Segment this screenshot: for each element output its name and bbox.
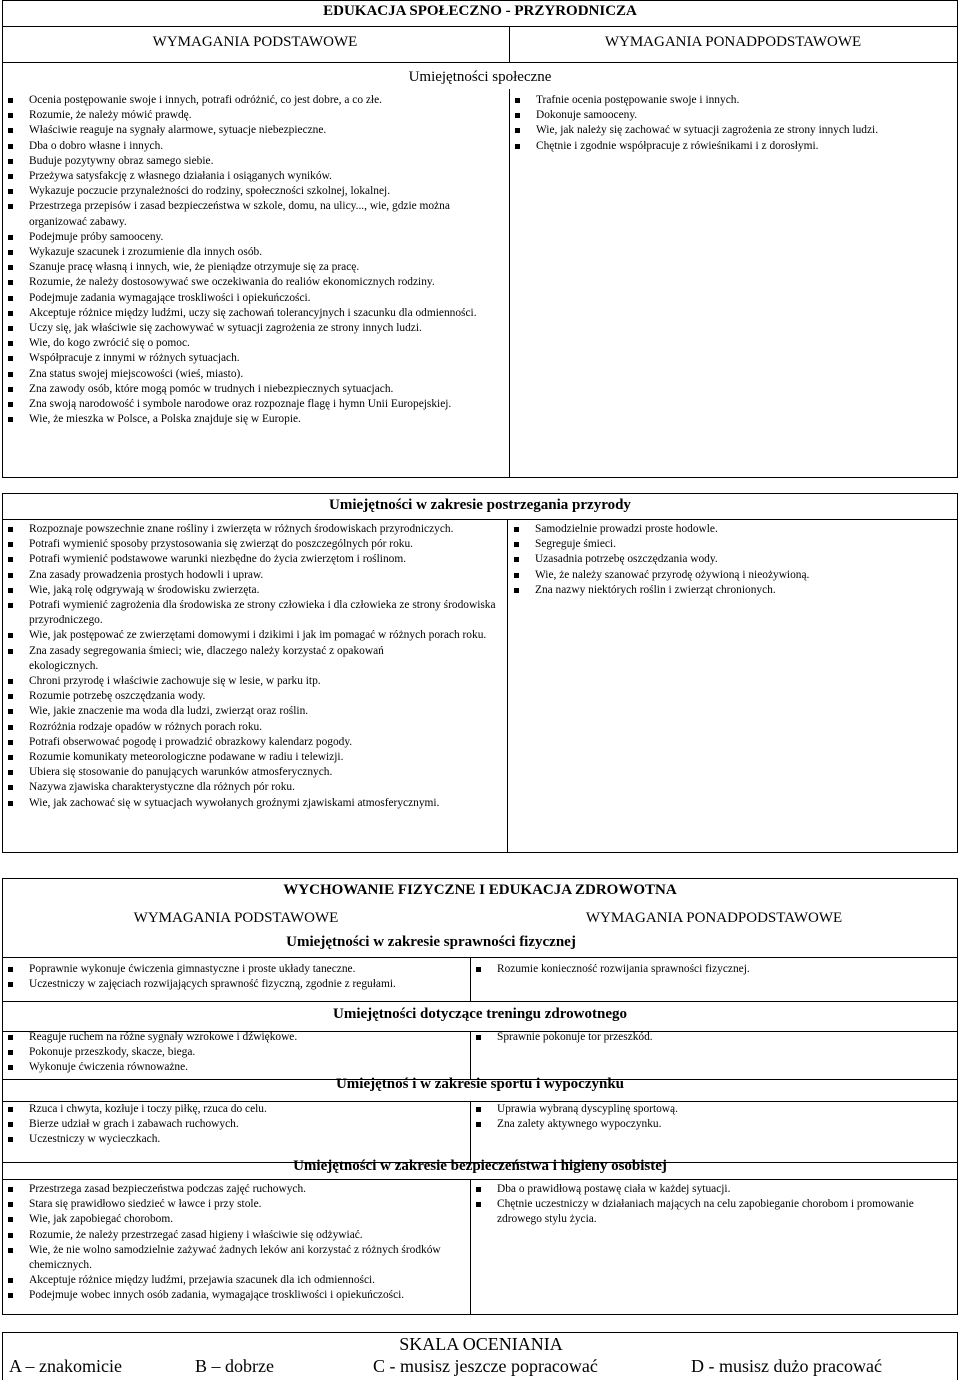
list-item: Wykonuje ćwiczenia równoważne. xyxy=(3,1060,467,1075)
list-item: Chroni przyrodę i właściwie zachowuje się w lesie, w parku itp. xyxy=(3,674,501,689)
advanced-requirements-list xyxy=(471,1102,955,1132)
advanced-requirements-list xyxy=(510,93,955,154)
list-item: Buduje pozytywny obraz samego siebie. xyxy=(3,154,503,169)
list-item: Wie, jak należy się zachować w sytuacji zagrożenia ze strony innych ludzi. xyxy=(510,123,955,138)
advanced-requirements-list xyxy=(471,962,955,977)
list-item: Rozumie, że należy przestrzegać zasad higieny i właściwie się odżywiać. xyxy=(3,1228,467,1243)
grading-scale-title: SKALA OCENIANIA xyxy=(399,1334,563,1354)
list-item: Dba o dobro własne i innych. xyxy=(3,139,503,154)
list-item: Trafnie ocenia postępowanie swoje i innych. xyxy=(510,93,955,108)
list-item: Zna zasady prowadzenia prostych hodowli i upraw. xyxy=(3,568,501,583)
list-item: Rozumie, że należy mówić prawdę. xyxy=(3,108,503,123)
section-title: WYCHOWANIE FIZYCZNE I EDUKACJA ZDROWOTNA xyxy=(283,882,677,898)
list-item: Wykazuje poczucie przynależności do rodziny, społeczności szkolnej, lokalnej. xyxy=(3,184,503,199)
list-item: Podejmuje zadania wymagające troskliwości i opiekuńczości. xyxy=(3,291,503,306)
basic-requirements-list xyxy=(3,962,467,992)
column-header-basic: WYMAGANIA PODSTAWOWE xyxy=(133,910,339,926)
list-item: Dokonuje samooceny. xyxy=(510,108,955,123)
list-item: Uczy się, jak właściwie się zachowywać w sytuacji zagrożenia ze strony innych ludzi. xyxy=(3,321,503,336)
list-item: Zna zalety aktywnego wypoczynku. xyxy=(471,1117,955,1132)
list-item: Wie, że mieszka w Polsce, a Polska znajduje się w Europie. xyxy=(3,412,503,427)
basic-requirements-list xyxy=(3,1182,467,1304)
list-item: Wie, że należy szanować przyrodę ożywioną i nieożywioną. xyxy=(509,568,954,583)
list-item: Potrafi wymienić zagrożenia dla środowiska ze strony człowieka i dla człowieka ze strony środowiska przyrodniczego. xyxy=(3,598,501,628)
list-item: Szanuje pracę własną i innych, wie, że pieniądze otrzymuje się za pracę. xyxy=(3,260,503,275)
list-item: Rzuca i chwyta, kozłuje i toczy piłkę, rzuca do celu. xyxy=(3,1102,467,1117)
section-title: Umiejętności w zakresie postrzegania przyrody xyxy=(329,497,631,513)
grade-b: B – dobrze xyxy=(195,1356,274,1376)
list-item: Uczestniczy w zajęciach rozwijających sprawność fizyczną, zgodnie z regułami. xyxy=(3,977,467,992)
list-item: Uzasadnia potrzebę oszczędzania wody. xyxy=(509,552,954,567)
list-item: Ocenia postępowanie swoje i innych, potrafi odróżnić, co jest dobre, a co złe. xyxy=(3,93,503,108)
list-item: Akceptuje różnice między ludźmi, uczy się zachowań tolerancyjnych i szacunku dla odmienności. xyxy=(3,306,503,321)
list-item: Samodzielnie prowadzi proste hodowle. xyxy=(509,522,954,537)
subsection-title: Umiejętności w zakresie sprawności fizycznej xyxy=(286,934,576,950)
list-item: Rozumie, że należy dostosowywać swe oczekiwania do realiów ekonomicznych rodziny. xyxy=(3,275,503,290)
list-item: Podejmuje wobec innych osób zadania, wymagające troskliwości i opiekuńczości. xyxy=(3,1288,467,1303)
list-item: Potrafi wymienić podstawowe warunki niezbędne do życia zwierzętom i roślinom. xyxy=(3,552,501,567)
list-item: Poprawnie wykonuje ćwiczenia gimnastyczne i proste układy taneczne. xyxy=(3,962,467,977)
list-item: Uczestniczy w wycieczkach. xyxy=(3,1132,467,1147)
column-header-basic: WYMAGANIA PODSTAWOWE xyxy=(152,34,358,50)
advanced-requirements-list xyxy=(471,1182,941,1228)
list-item: Zna status swojej miejscowości (wieś, miasto). xyxy=(3,367,503,382)
list-item: Rozumie potrzebę oszczędzania wody. xyxy=(3,689,501,704)
list-item: Wie, że nie wolno samodzielnie zażywać żadnych leków ani korzystać z różnych środków chemicznych. xyxy=(3,1243,467,1273)
subsection-title: Umiejętnoś i w zakresie sportu i wypoczynku xyxy=(335,1076,625,1092)
list-item: Bierze udział w grach i zabawach ruchowych. xyxy=(3,1117,467,1132)
grade-c: C - musisz jeszcze popracować xyxy=(373,1356,598,1376)
basic-requirements-list xyxy=(3,93,503,427)
advanced-requirements-list xyxy=(509,522,954,598)
list-item: Ubiera się stosowanie do panujących warunków atmosferycznych. xyxy=(3,765,501,780)
list-item: Wykazuje szacunek i zrozumienie dla innych osób. xyxy=(3,245,503,260)
list-item: Uprawia wybraną dyscyplinę sportową. xyxy=(471,1102,955,1117)
list-item: Potrafi wymienić sposoby przystosowania się zwierząt do poszczególnych pór roku. xyxy=(3,537,501,552)
list-item: Chętnie i zgodnie współpracuje z rówieśnikami i z dorosłymi. xyxy=(510,139,955,154)
list-item: Nazywa zjawiska charakterystyczne dla różnych pór roku. xyxy=(3,780,501,795)
list-item: Zna zawody osób, które mogą pomóc w trudnych i niebezpiecznych sytuacjach. xyxy=(3,382,503,397)
list-item: Wie, jaką rolę odgrywają w środowisku zwierzęta. xyxy=(3,583,501,598)
list-item: Sprawnie pokonuje tor przeszkód. xyxy=(471,1030,955,1045)
list-item: Rozumie konieczność rozwijania sprawności fizycznej. xyxy=(471,962,955,977)
list-item: Potrafi obserwować pogodę i prowadzić obrazkowy kalendarz pogody. xyxy=(3,735,501,750)
list-item: Zna zasady segregowania śmieci; wie, dlaczego należy korzystać z opakowań ekologicznych. xyxy=(3,644,501,674)
list-item: Zna swoją narodowość i symbole narodowe oraz rozpoznaje flagę i hymn Unii Europejskiej. xyxy=(3,397,503,412)
list-item: Dba o prawidłową postawę ciała w każdej sytuacji. xyxy=(471,1182,941,1197)
list-item: Wie, do kogo zwrócić się o pomoc. xyxy=(3,336,503,351)
list-item: Wie, jak postępować ze zwierzętami domowymi i dzikimi i jak im pomagać w różnych porach roku. xyxy=(3,628,501,643)
list-item: Segreguje śmieci. xyxy=(509,537,954,552)
section-title: EDUKACJA SPOŁECZNO - PRZYRODNICZA xyxy=(323,3,637,19)
list-item: Zna nazwy niektórych roślin i zwierząt chronionych. xyxy=(509,583,954,598)
list-item: Przestrzega przepisów i zasad bezpieczeństwa w szkole, domu, na ulicy..., wie, gdzie można organizować zabawy. xyxy=(3,199,503,229)
list-item: Chętnie uczestniczy w działaniach mających na celu zapobieganie chorobom i promowanie zdrowego stylu życia. xyxy=(471,1197,941,1227)
list-item: Przestrzega zasad bezpieczeństwa podczas zajęć ruchowych. xyxy=(3,1182,467,1197)
list-item: Akceptuje różnice między ludźmi, przejawia szacunek dla ich odmienności. xyxy=(3,1273,467,1288)
list-item: Rozumie komunikaty meteorologiczne podawane w radiu i telewizji. xyxy=(3,750,501,765)
subsection-title: Umiejętności dotyczące treningu zdrowotnego xyxy=(333,1006,627,1022)
list-item: Wie, jakie znaczenie ma woda dla ludzi, zwierząt oraz roślin. xyxy=(3,704,501,719)
list-item: Podejmuje próby samooceny. xyxy=(3,230,503,245)
list-item: Rozpoznaje powszechnie znane rośliny i zwierzęta w różnych środowiskach przyrodniczych. xyxy=(3,522,501,537)
column-header-advanced: WYMAGANIA PONADPODSTAWOWE xyxy=(585,910,843,926)
basic-requirements-list xyxy=(3,1102,467,1148)
column-header-advanced: WYMAGANIA PONADPODSTAWOWE xyxy=(604,34,862,50)
subsection-title: Umiejętności w zakresie bezpieczeństwa i higieny osobistej xyxy=(293,1158,667,1174)
subsection-title: Umiejętności społeczne xyxy=(408,69,552,85)
grade-d: D - musisz dużo pracować xyxy=(691,1356,882,1376)
list-item: Właściwie reaguje na sygnały alarmowe, sytuacje niebezpieczne. xyxy=(3,123,503,138)
advanced-requirements-list xyxy=(471,1030,955,1045)
list-item: Wie, jak zapobiegać chorobom. xyxy=(3,1212,467,1227)
list-item: Pokonuje przeszkody, skacze, biega. xyxy=(3,1045,467,1060)
list-item: Rozróżnia rodzaje opadów w różnych porach roku. xyxy=(3,720,501,735)
list-item: Współpracuje z innymi w różnych sytuacjach. xyxy=(3,351,503,366)
basic-requirements-list xyxy=(3,522,501,811)
basic-requirements-list xyxy=(3,1030,467,1076)
grading-scale xyxy=(2,1332,958,1380)
grade-a: A – znakomicie xyxy=(9,1356,122,1376)
list-item: Przeżywa satysfakcję z własnego działania i osiąganych wyników. xyxy=(3,169,503,184)
list-item: Wie, jak zachować się w sytuacjach wywołanych groźnymi zjawiskami atmosferycznymi. xyxy=(3,796,501,811)
list-item: Reaguje ruchem na różne sygnały wzrokowe i dźwiękowe. xyxy=(3,1030,467,1045)
list-item: Stara się prawidłowo siedzieć w ławce i przy stole. xyxy=(3,1197,467,1212)
